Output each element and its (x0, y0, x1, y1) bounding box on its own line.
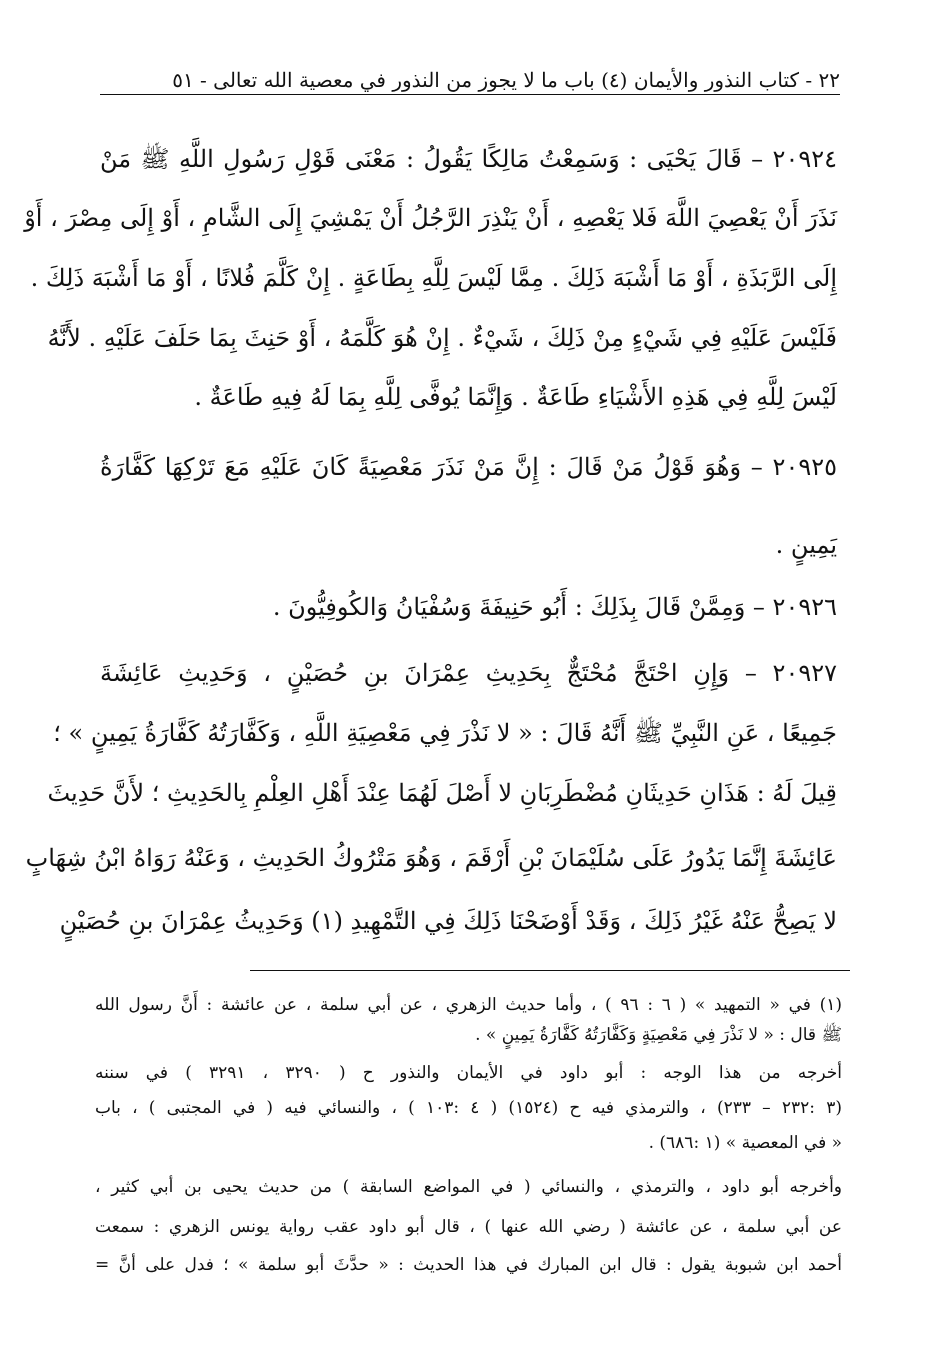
paragraph-line: قِيلَ لَهُ : هَذَانِ حَدِيثَانِ مُضْطَرِبَانِ لا أَصْلَ لَهُمَا عِنْدَ أَهْلِ العِلْمِ بِالحَدِيثِ ؛ لأَنَّ حَدِيثَ (47, 779, 837, 807)
footnote-line: أحمد ابن شبوبة يقول : قال ابن المبارك في هذا الحديث : « حدَّثَ أبو سلمة » ؛ فدل على أنَّ = (95, 1255, 842, 1275)
paragraph-line: ٢٠٩٢٥ – وَهُوَ قَوْلُ مَنْ قَالَ : إِنَّ مَنْ نَذَرَ مَعْصِيَةً كَانَ عَلَيْهِ مَعَ تَرْكِهَا كَفَّارَةُ (100, 453, 837, 481)
paragraph-line: نَذَرَ أَنْ يَعْصِيَ اللَّهَ فَلا يَعْصِهِ ، أَنْ يَنْذِرَ الرَّجُلُ أَنْ يَمْشِيَ إِلَى الشَّامِ ، أَوْ إِلَى مِصْرَ ، أَوْ (24, 204, 837, 232)
footnote-line: (١) في « التمهيد » ( ٦ : ٩٦ ) ، وأما حديث الزهري ، عن أبي سلمة ، عن عائشة : أَنَّ رسول الله (95, 995, 842, 1015)
header-rule (100, 94, 840, 95)
paragraph-line: إِلَى الرَّبَذَةِ ، أَوْ مَا أَشْبَهَ ذَلِكَ . مِمَّا لَيْسَ لِلَّهِ بِطَاعَةٍ . إِنْ كَلَّمَ فُلانًا ، أَوْ مَا أَشْبَهَ ذَلِكَ . (30, 264, 837, 292)
footnote-line: أخرجه من هذا الوجه : أبو داود في الأيمان والنذور ح ( ٣٢٩٠ ، ٣٢٩١ ) في سننه (95, 1063, 843, 1083)
paragraph-line: ٢٠٩٢٤ – قَالَ يَحْيَى : وَسَمِعْتُ مَالِكًا يَقُولُ : مَعْنَى قَوْلِ رَسُولِ اللَّهِ ﷺ مَنْ (100, 145, 837, 173)
paragraph-line: يَمِينٍ . (775, 531, 837, 559)
footnote-line: (٣ :٢٣٢ – ٢٣٣) ، والترمذي فيه ح (١٥٢٤) ( ٤ :١٠٣ ) ، والنسائي فيه ( في المجتبى ) ، باب (95, 1098, 842, 1118)
footnote-line: ﷺ قال : « لا نَذْرَ فِي مَعْصِيَةٍ وَكَفَّارَتُهُ كَفَّارَةُ يَمِينٍ » . (475, 1025, 842, 1045)
paragraph-line: عَائِشَةَ إِنَّمَا يَدُورُ عَلَى سُلَيْمَانَ بْنِ أَرْقَمَ ، وَهُوَ مَتْرُوكُ الحَدِيثِ ، وَعَنْهُ رَوَاهُ ابْنُ شِهَابٍ (25, 844, 837, 872)
footnote-line: وأخرجه أبو داود ، والترمذي ، والنسائي ( في المواضع السابقة ) من حديث يحيى بن أبي كثير ، (95, 1177, 842, 1197)
paragraph-line: ٢٠٩٢٧ – وَإِنِ احْتَجَّ مُحْتَجٌّ بِحَدِيثِ عِمْرَانَ بنِ حُصَيْنٍ ، وَحَدِيثِ عَائِشَةَ (100, 659, 837, 687)
running-header: ٢٢ - كتاب النذور والأيمان (٤) باب ما لا يجوز من النذور في معصية الله تعالى - ٥١ (172, 68, 840, 92)
paragraph-line: ٢٠٩٢٦ – وَمِمَّنْ قَالَ بِذَلِكَ : أَبُو حَنِيفَةَ وَسُفْيَانُ وَالكُوفِيُّونَ . (272, 593, 837, 621)
footnote-rule (250, 970, 850, 971)
paragraph-line: لا يَصِحُّ عَنْهُ غَيْرُ ذَلِكَ ، وَقَدْ أَوْضَحْنَا ذَلِكَ فِي التَّمْهِيدِ (١) وَحَدِيثُ عِمْرَانَ بنِ حُصَيْنٍ (59, 907, 837, 935)
paragraph-line: لَيْسَ لِلَّهِ فِي هَذِهِ الأَشْيَاءِ طَاعَةٌ . وَإِنَّمَا يُوفَّى لِلَّهِ بِمَا لَهُ فِيهِ طَاعَةٌ . (194, 383, 837, 411)
paragraph-line: فَلَيْسَ عَلَيْهِ فِي شَيْءٍ مِنْ ذَلِكَ ، شَيْءٌ . إِنْ هُوَ كَلَّمَهُ ، أَوْ حَنِثَ بِمَا حَلَفَ عَلَيْهِ . لأَنَّهُ (47, 324, 837, 352)
footnote-line: عن أبي سلمة ، عن عائشة ( رضي الله عنها ) ، قال أبو داود عقب رواية يونس الزهري : سمعت (95, 1217, 842, 1237)
paragraph-line: جَمِيعًا ، عَنِ النَّبِيِّ ﷺ أَنَّهُ قَالَ : « لا نَذْرَ فِي مَعْصِيَةِ اللَّهِ ، وَكَفَّارَتُهُ كَفَّارَةُ يَمِينٍ » ؛ (53, 719, 837, 747)
footnote-line: « في المعصية » (١ :٦٨٦) . (648, 1133, 842, 1153)
